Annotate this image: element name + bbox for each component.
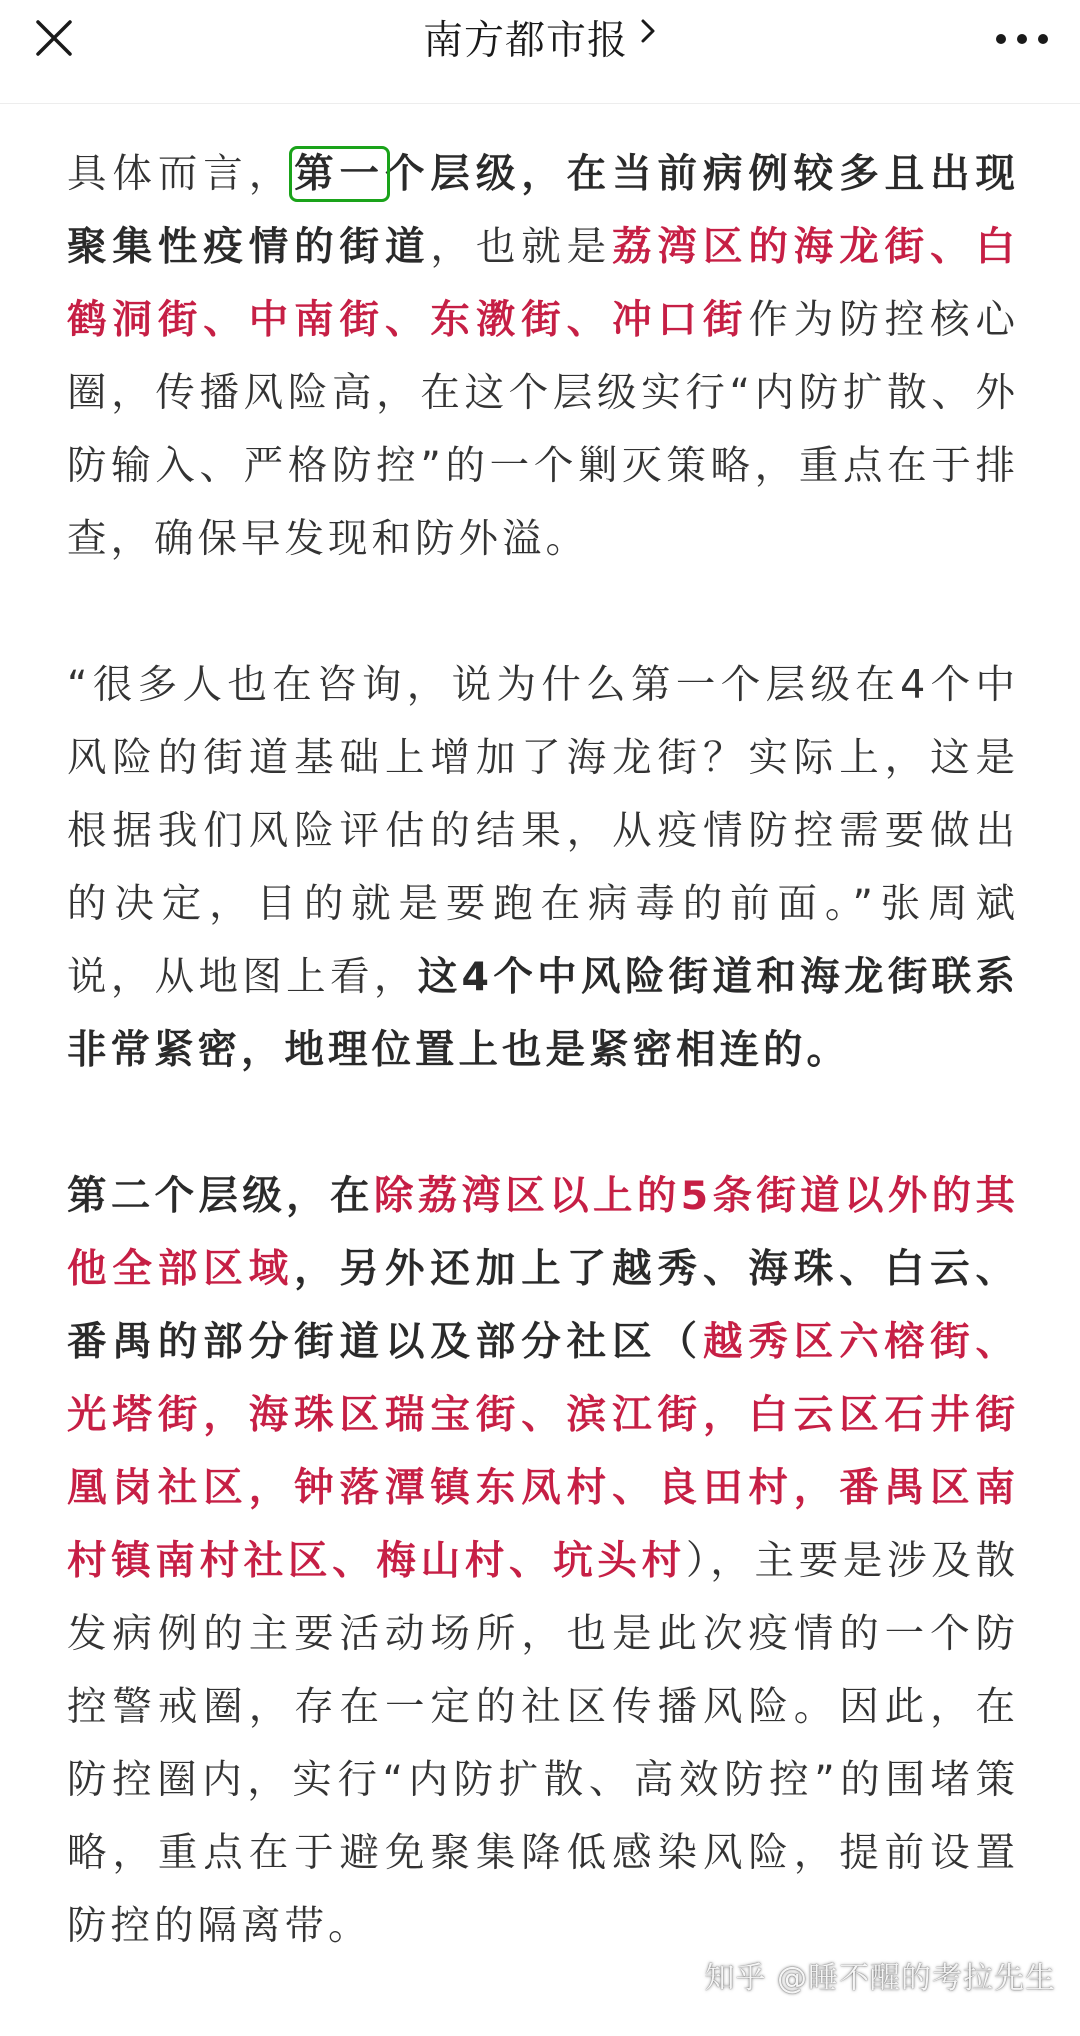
- red-emphasis-text: 除荔湾区以上的5条街道以外的其他全部区域: [67, 1173, 1020, 1292]
- red-emphasis-text: 荔湾区的海龙街、白鹤洞街、中南街、东漖街、冲口街: [67, 224, 1020, 343]
- top-nav-bar: [0, 0, 1080, 104]
- account-name: 南方都市报: [422, 17, 628, 64]
- paragraph-3: [67, 1160, 1019, 1963]
- bold-text: 个层级，在当前病例较多且出现聚集性疫情的街道: [67, 151, 1020, 270]
- highlighted-text: 第一: [294, 151, 385, 197]
- watermark: 知乎 @睡不醒的考拉先生: [704, 1961, 1056, 1996]
- text-span: 具体而言，: [67, 151, 295, 197]
- more-icon: [996, 34, 1006, 44]
- red-emphasis-text: 越秀区六榕街、光塔街，海珠区瑞宝街、滨江街，白云区石井街凰岗社区，钟落潭镇东凤村、良田村，番禺区南村镇南村社区、梅山村、坑头村: [67, 1319, 1020, 1584]
- more-icon-dot: [1017, 34, 1027, 44]
- text-span: “很多人也在咨询，说为什么第一个层级在4个中风险的街道基础上增加了海龙街？实际上，这是根据我们风险评估的结果，从疫情防控需要做出的决定，目的就是要跑在病毒的前面。”张周斌说，从地图上看，: [67, 662, 1019, 1000]
- paragraph-2: [67, 649, 1019, 1087]
- bold-text: ，另外还加上了越秀、海珠、白云、番禺的部分街道以及部分社区（: [67, 1246, 1020, 1365]
- chevron-right-icon: [639, 15, 657, 67]
- text-span: ），主要是涉及散发病例的主要活动场所，也是此次疫情的一个防控警戒圈，存在一定的社区传播风险。因此，在防控圈内，实行“内防扩散、高效防控”的围堵策略，重点在于避免聚集降低感染风险，提前设置防控的隔离带。: [67, 1538, 1020, 1949]
- more-icon-dot: [1038, 34, 1048, 44]
- more-button[interactable]: [996, 34, 1048, 46]
- article-body: [67, 138, 1019, 2036]
- bold-text: 这4个中风险街道和海龙街联系非常紧密，地理位置上也是紧密相连的。: [67, 954, 1020, 1073]
- text-span: ，也就是: [430, 224, 613, 270]
- paragraph-1: [67, 138, 1019, 576]
- account-title-link[interactable]: [0, 14, 1080, 66]
- bold-text: 第二个层级，在: [67, 1173, 374, 1219]
- text-span: 作为防控核心圈，传播风险高，在这个层级实行“内防扩散、外防输入、严格防控”的一个剿灭策略，重点在于排查，确保早发现和防外溢。: [67, 297, 1020, 562]
